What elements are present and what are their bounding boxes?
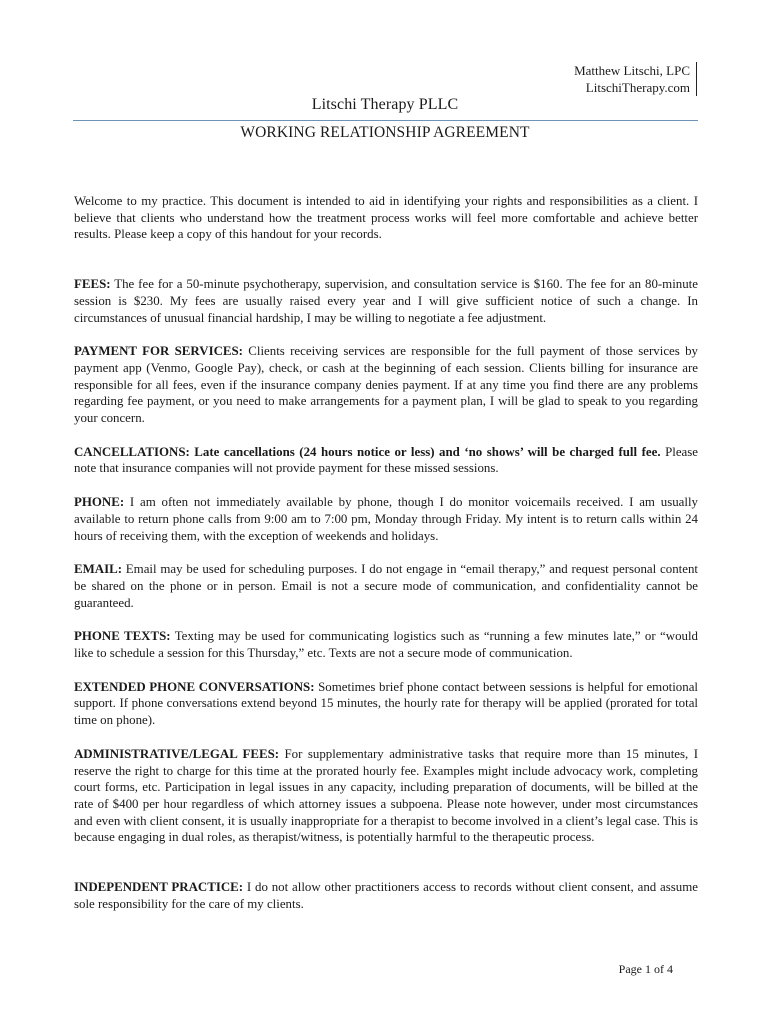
payment-heading: PAYMENT FOR SERVICES: [74, 344, 243, 359]
intro-text: Welcome to my practice. This document is intended to aid in identifying your rights and responsibilities as a client. I believe that clients who understand how the treatment process works will feel more comfortable and achieve better results. Please keep a copy of this handout for your records. [74, 194, 698, 242]
author-website: LitschiTherapy.com [585, 80, 690, 95]
extended-text: Sometimes brief phone contact between sessions is helpful for emotional support. If phone conversations extend beyond 15 minutes, the hourly rate for therapy will be applied (prorated for total time on phone). [74, 679, 698, 728]
cancellations-text: Please note that insurance companies will not provide payment for these missed sessions. [74, 444, 699, 476]
cancellations-paragraph [74, 444, 698, 477]
independent-heading: INDEPENDENT PRACTICE: [74, 880, 244, 895]
header-divider [73, 120, 698, 121]
admin-heading: ADMINISTRATIVE/LEGAL FEES: [74, 746, 280, 761]
author-block [574, 62, 697, 96]
intro-paragraph [74, 193, 698, 243]
practice-name: Litschi Therapy PLLC [311, 96, 459, 113]
phone-heading: PHONE: [74, 495, 125, 510]
extended-heading: EXTENDED PHONE CONVERSATIONS: [74, 679, 315, 694]
email-paragraph [74, 561, 698, 611]
phone-text: I am often not immediately available by phone, though I do monitor voicemails received. I am usually available to return phone calls from 9:00 am to 7:00 pm, Monday through Friday. My intent is to return calls within 24 hours of receiving them, with the exception of weekends and holidays. [74, 495, 698, 543]
fees-paragraph [74, 276, 698, 326]
admin-text: For supplementary administrative tasks that require more than 15 minutes, I reserve the right to charge for this time at the prorated hourly fee. Examples might include advocacy work, completing court forms, etc. Participation in legal issues in any capacity, including preparation of documents, will be billed at the rate of $400 per hour regardless of which attorney issues a subpoena. Please note however, under most circumstances and even with client consent, it is usually inappropriate for a therapist to become involved in a client’s legal case. This is because engaging in dual roles, as therapist/witness, is potentially harmful to the therapeutic process. [74, 746, 698, 845]
texts-paragraph [74, 628, 698, 661]
document-body [74, 193, 698, 913]
payment-paragraph [74, 343, 698, 427]
phone-paragraph [74, 494, 698, 544]
independent-text: I do not allow other practitioners access to records without client consent, and assume sole responsibility for the care of my clients. [74, 880, 698, 911]
author-name: Matthew Litschi, LPC [574, 63, 690, 78]
texts-text: Texting may be used for communicating logistics such as “running a few minutes late,” or “would like to schedule a session for this Thursday,” etc. Texts are not a secure mode of communication. [74, 629, 698, 661]
payment-text: Clients receiving services are responsible for the full payment of those services by payment app (Venmo, Google Pay), check, or cash at the beginning of each session. Clients billing for insurance are responsible for all fees, even if the insurance company denies payment. If at any time you find there are any problems regarding fee payment, or you need to make arrangements for a payment plan, I will be glad to speak to you regarding your concern. [74, 344, 699, 426]
email-heading: EMAIL: [74, 562, 122, 577]
fees-heading: FEES: [74, 277, 111, 292]
texts-heading: PHONE TEXTS: [74, 629, 171, 644]
admin-paragraph [74, 746, 698, 846]
extended-paragraph [74, 679, 698, 729]
cancellations-heading: CANCELLATIONS: Late cancellations (24 hours notice or less) and ‘no shows’ will be charged full fee. [74, 444, 661, 459]
fees-text: The fee for a 50-minute psychotherapy, supervision, and consultation service is $160. The fee for an 80-minute session is $230. My fees are usually raised every year and I will give sufficient notice of such a change. In circumstances of unusual financial hardship, I may be willing to negotiate a fee adjustment. [74, 277, 698, 325]
document-title: WORKING RELATIONSHIP AGREEMENT [240, 124, 530, 141]
email-text: Email may be used for scheduling purposes. I do not engage in “email therapy,” and request personal content be shared on the phone or in person. Email is not a secure mode of communication, and confidentiality cannot be guaranteed. [74, 562, 698, 610]
page-number: Page 1 of 4 [618, 962, 673, 976]
independent-paragraph [74, 879, 698, 912]
